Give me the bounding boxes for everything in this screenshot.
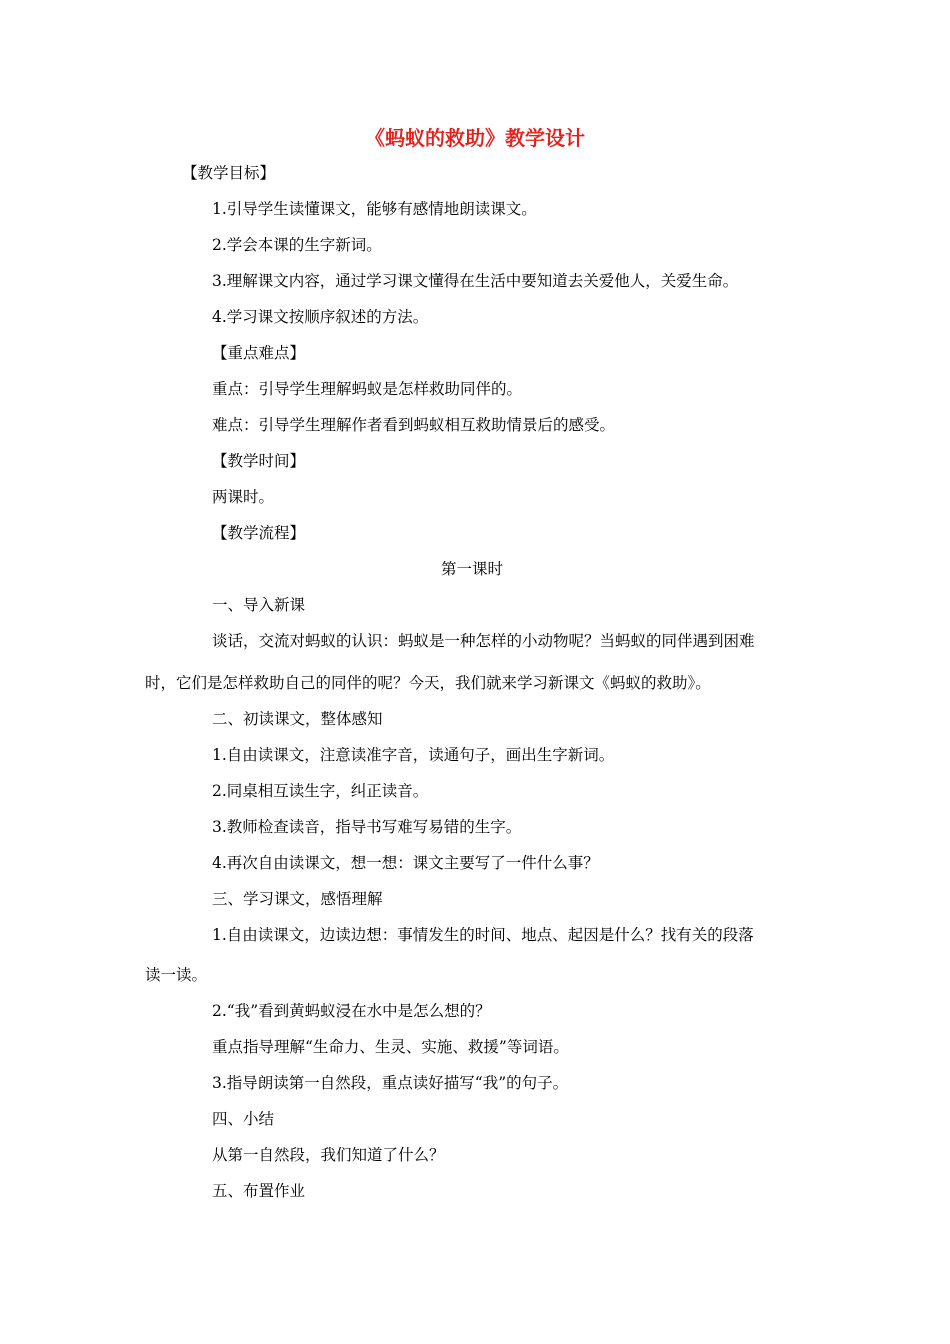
list-item-continued: 读一读。: [145, 966, 208, 984]
goal-item: 1.引导学生读懂课文，能够有感情地朗读课文。: [212, 200, 537, 218]
paragraph-line: 时，它们是怎样救助自己的同伴的呢？今天，我们就来学习新课文《蚂蚁的救助》。: [145, 674, 711, 692]
key-point: 重点：引导学生理解蚂蚁是怎样救助同伴的。: [212, 380, 523, 398]
step-heading: 五、布置作业: [212, 1182, 306, 1200]
goal-item: 3.理解课文内容，通过学习课文懂得在生活中要知道去关爱他人，关爱生命。: [212, 272, 739, 290]
step-heading: 一、导入新课: [212, 596, 306, 614]
list-item: 2.同桌相互读生字，纠正读音。: [212, 782, 429, 800]
paragraph-line: 从第一自然段，我们知道了什么？: [212, 1146, 445, 1164]
step-heading: 二、初读课文，整体感知: [212, 710, 383, 728]
difficult-point: 难点：引导学生理解作者看到蚂蚁相互救助情景后的感受。: [212, 416, 616, 434]
lesson-heading: 第一课时: [440, 560, 503, 578]
paragraph-line: 谈话，交流对蚂蚁的认识：蚂蚁是一种怎样的小动物呢？当蚂蚁的同伴遇到困难: [212, 632, 755, 650]
document-title: 《蚂蚁的救助》教学设计: [365, 126, 585, 150]
list-item-note: 重点指导理解“生命力、生灵、实施、救援”等词语。: [212, 1038, 569, 1056]
time-text: 两课时。: [212, 488, 275, 506]
goal-item: 4.学习课文按顺序叙述的方法。: [212, 308, 429, 326]
list-item: 3.教师检查读音，指导书写难写易错的生字。: [212, 818, 522, 836]
step-heading: 三、学习课文，感悟理解: [212, 890, 383, 908]
section-heading-key-points: 【重点难点】: [212, 344, 306, 362]
goal-item: 2.学会本课的生字新词。: [212, 236, 382, 254]
list-item: 3.指导朗读第一自然段，重点读好描写“我”的句子。: [212, 1074, 569, 1092]
section-heading-process: 【教学流程】: [212, 524, 306, 542]
list-item: 1.自由读课文，注意读准字音，读通句子，画出生字新词。: [212, 746, 615, 764]
step-heading: 四、小结: [212, 1110, 275, 1128]
section-heading-time: 【教学时间】: [212, 452, 306, 470]
list-item: 4.再次自由读课文，想一想：课文主要写了一件什么事？: [212, 854, 599, 872]
list-item: 1.自由读课文，边读边想：事情发生的时间、地点、起因是什么？找有关的段落: [212, 926, 754, 944]
list-item: 2.“我”看到黄蚂蚁浸在水中是怎么想的？: [212, 1002, 491, 1020]
section-heading-goals: 【教学目标】: [182, 164, 276, 182]
